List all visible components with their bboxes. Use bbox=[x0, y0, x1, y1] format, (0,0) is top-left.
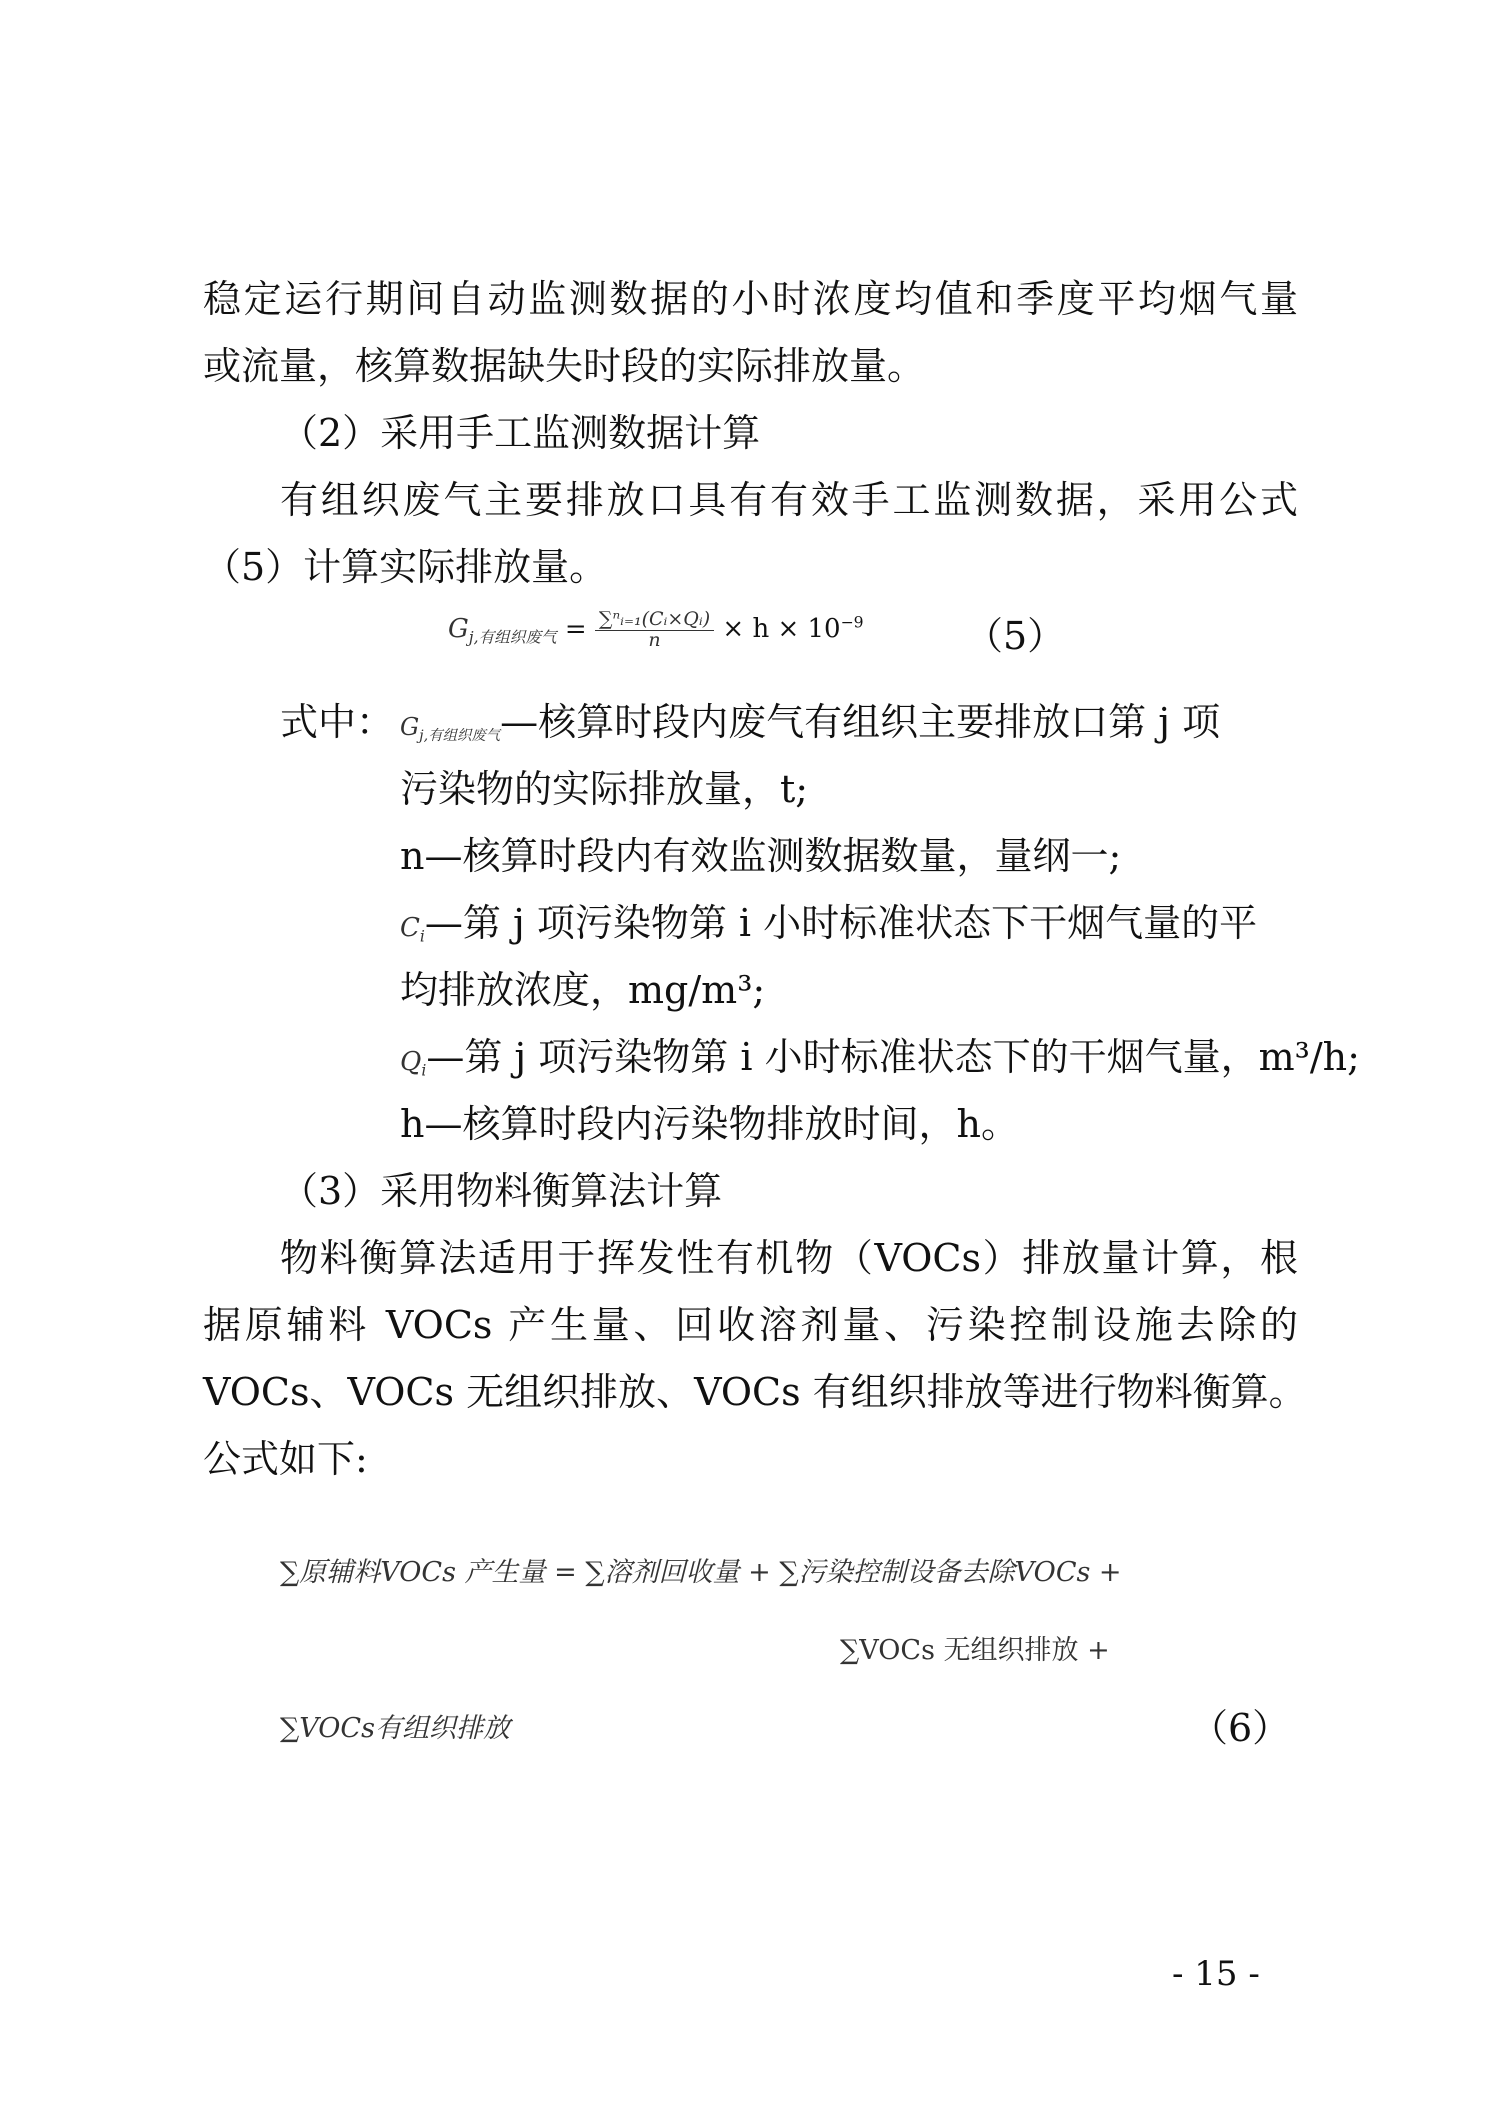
formula-5-equals: = bbox=[564, 614, 587, 645]
symbol-q: $Q_i$ bbox=[400, 1047, 427, 1080]
formula-6-number: （6） bbox=[1190, 1706, 1291, 1750]
formula-6-line-2: ∑VOCs 无组织排放 + bbox=[840, 1635, 1110, 1666]
formula-6-line-3: ∑VOCs有组织排放 bbox=[280, 1713, 510, 1744]
text-line-1: 稳定运行期间自动监测数据的小时浓度均值和季度平均烟气量 bbox=[203, 277, 1298, 321]
text-line-15: 据原辅料 VOCs 产生量、回收溶剂量、污染控制设施去除的 bbox=[203, 1303, 1298, 1347]
page-number: - 15 - bbox=[1172, 1954, 1260, 1994]
formula-5-fraction bbox=[595, 610, 714, 651]
formula-5-number: （5） bbox=[965, 614, 1066, 658]
formula-5-tail: × $h \times 10^{-9}$ bbox=[722, 614, 864, 645]
section-heading-3: （3）采用物料衡算法计算 bbox=[280, 1169, 723, 1213]
symbol-c: $C_i$ bbox=[400, 913, 425, 946]
formula-5 bbox=[448, 610, 864, 651]
definition-g: $G_{j,有组织废气}—$核算时段内废气有组织主要排放口第 j 项 bbox=[400, 700, 1221, 745]
text-line-16: VOCs、VOCs 无组织排放、VOCs 有组织排放等进行物料衡算。 bbox=[203, 1370, 1307, 1414]
text-line-7: 污染物的实际排放量，t; bbox=[400, 767, 809, 811]
formula-5-denominator: n bbox=[648, 628, 661, 651]
section-heading-2: （2）采用手工监测数据计算 bbox=[280, 411, 761, 455]
formula-5-numerator: ∑ⁿᵢ₌₁(Cᵢ×Qᵢ) bbox=[595, 610, 714, 631]
text-line-5: （5）计算实际排放量。 bbox=[203, 545, 608, 589]
definition-c: $C_i—$第 j 项污染物第 i 小时标准状态下干烟气量的平 bbox=[400, 901, 1258, 946]
formula-5-lhs: $G_{j,有组织废气}$ bbox=[448, 614, 557, 647]
formula-6-line-1: ∑原辅料VOCs 产生量 = ∑溶剂回收量 + ∑污染控制设备去除VOCs + bbox=[280, 1557, 1122, 1588]
definition-h: h—核算时段内污染物排放时间，h。 bbox=[400, 1102, 1019, 1146]
definition-n: n—核算时段内有效监测数据数量，量纲一; bbox=[400, 834, 1122, 878]
definition-prefix: 式中： bbox=[280, 700, 395, 744]
symbol-g: $G_{j,有组织废气}$ bbox=[400, 713, 501, 745]
text-line-2: 或流量，核算数据缺失时段的实际排放量。 bbox=[203, 344, 926, 388]
text-line-14: 物料衡算法适用于挥发性有机物（VOCs）排放量计算，根 bbox=[280, 1236, 1298, 1280]
text-line-10: 均排放浓度，mg/m³; bbox=[400, 968, 766, 1012]
definition-q: $Q_i—$第 j 项污染物第 i 小时标准状态下的干烟气量，m³/h; bbox=[400, 1035, 1360, 1080]
text-line-4: 有组织废气主要排放口具有有效手工监测数据，采用公式 bbox=[280, 478, 1298, 522]
text-line-17: 公式如下: bbox=[203, 1437, 368, 1481]
